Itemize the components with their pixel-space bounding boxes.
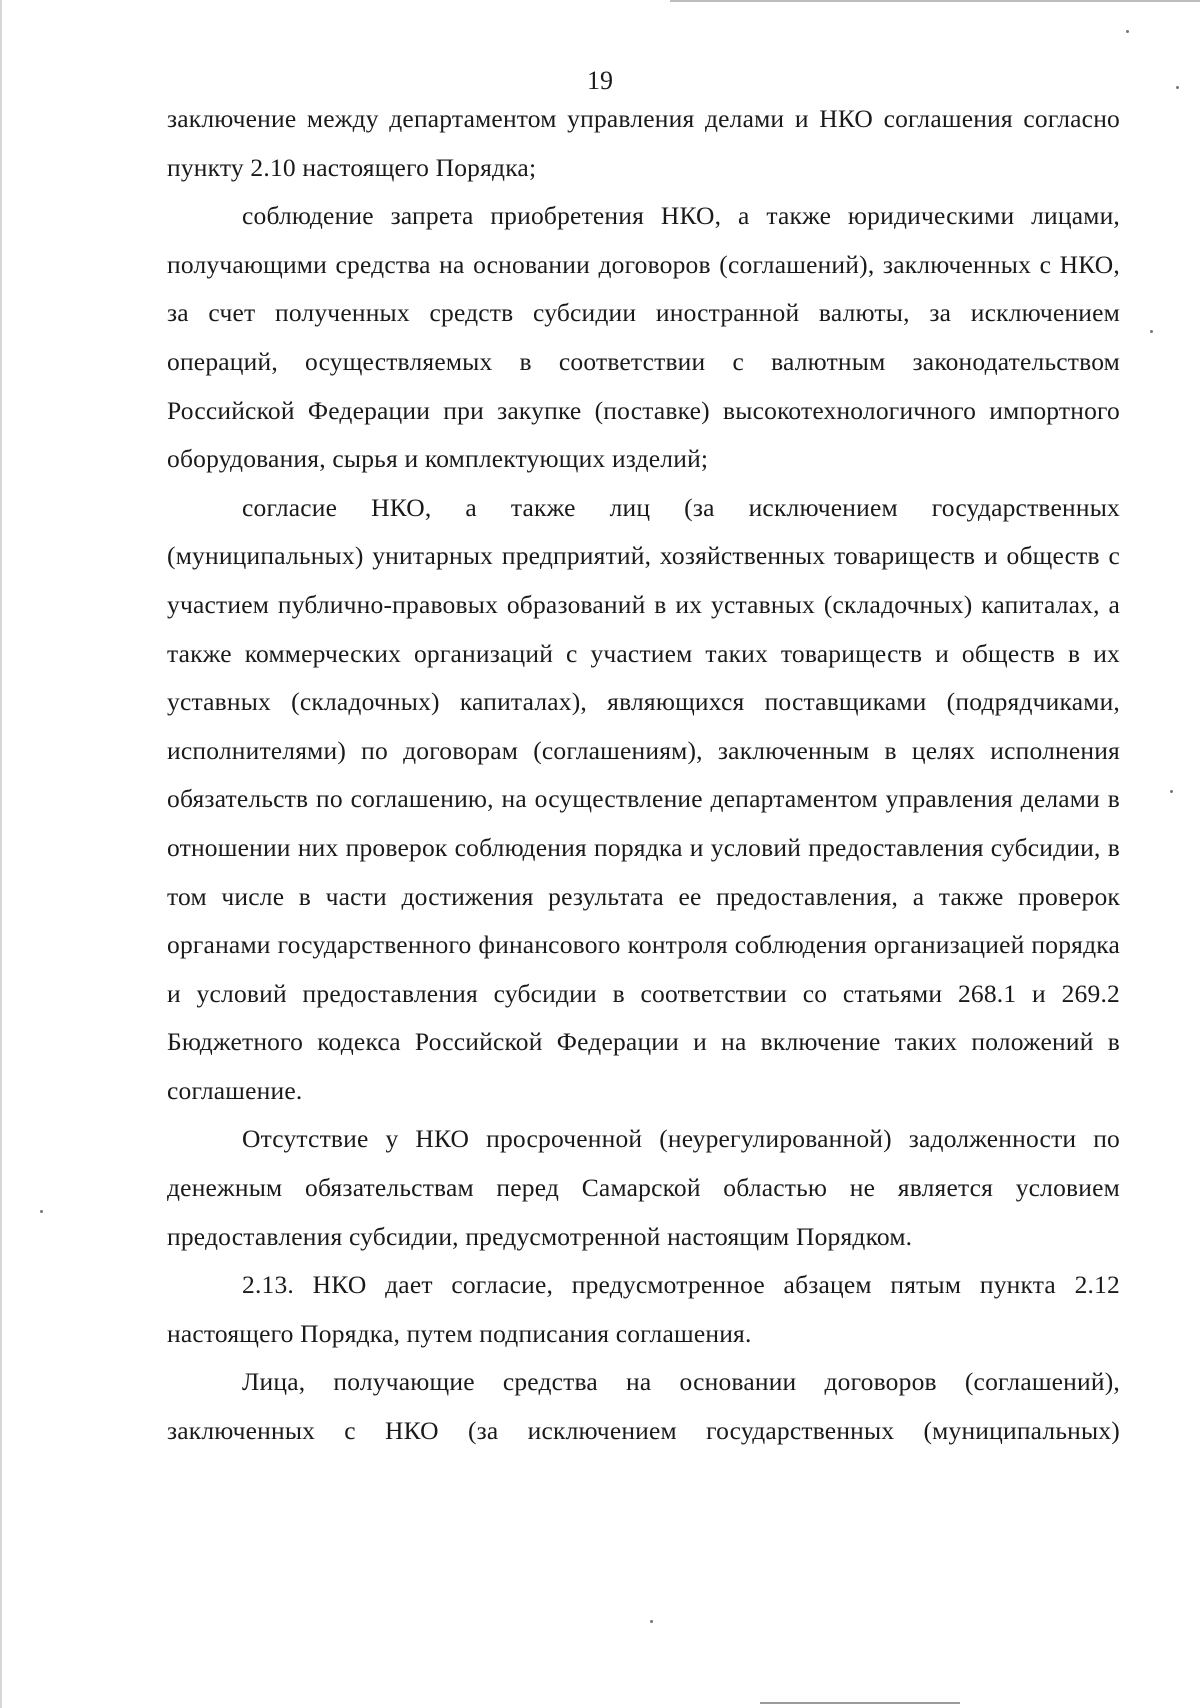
paragraph: соблюдение запрета приобретения НКО, а также юридическими лицами, получающими средства на основании договоров (соглашений), заключенных с НКО, за счет полученных средств субсидии иностранной валюты, за исключением операций, осуществляемых в соответствии с валютным законодательством Российской Федерации при закупке (поставке) высокотехнологичного импортного оборудования, сырья и комплектующих изделий; xyxy=(167,201,1120,474)
document-body xyxy=(167,95,1120,1456)
scan-speck xyxy=(40,1210,43,1213)
paragraph: Лица, получающие средства на основании договоров (соглашений), заключенных с НКО (за исключением государственных (муниципальных) xyxy=(167,1367,1120,1446)
scan-speck xyxy=(650,1620,653,1623)
paragraph: Отсутствие у НКО просроченной (неурегулированной) задолженности по денежным обязательствам перед Самарской областью не является условием предоставления субсидии, предусмотренной настоящим Порядком. xyxy=(167,1124,1120,1251)
paragraph: заключение между департаментом управления делами и НКО соглашения согласно пункту 2.10 настоящего Порядка; xyxy=(167,104,1120,182)
scan-edge-left xyxy=(0,0,2,1708)
scan-speck xyxy=(1126,30,1129,33)
page-number: 19 xyxy=(587,66,613,95)
paragraph: 2.13. НКО дает согласие, предусмотренное абзацем пятым пункта 2.12 настоящего Порядка, путем подписания соглашения. xyxy=(167,1270,1120,1348)
paragraph: согласие НКО, а также лиц (за исключением государственных (муниципальных) унитарных предприятий, хозяйственных товариществ и обществ с участием публично-правовых образований в их уставных (складочных) капиталах, а также коммерческих организаций с участием таких товариществ и обществ в их уставных (складочных) капиталах), являющихся поставщиками (подрядчиками, исполнителями) по договорам (соглашениям), заключенным в целях исполнения обязательств по соглашению, на осуществление департаментом управления делами в отношении них проверок соблюдения порядка и условий предоставления субсидии, в том числе в части достижения результата ее предоставления, а также проверок органами государственного финансового контроля соблюдения организацией порядка и условий предоставления субсидии в соответствии со статьями 268.1 и 269.2 Бюджетного кодекса Российской Федерации и на включение таких положений в соглашение. xyxy=(167,492,1120,1105)
scan-speck xyxy=(1170,790,1173,793)
scan-edge-top xyxy=(670,0,1200,2)
scan-edge-bottom xyxy=(760,1702,960,1704)
scan-speck xyxy=(1150,330,1153,333)
scan-speck xyxy=(1176,86,1179,89)
